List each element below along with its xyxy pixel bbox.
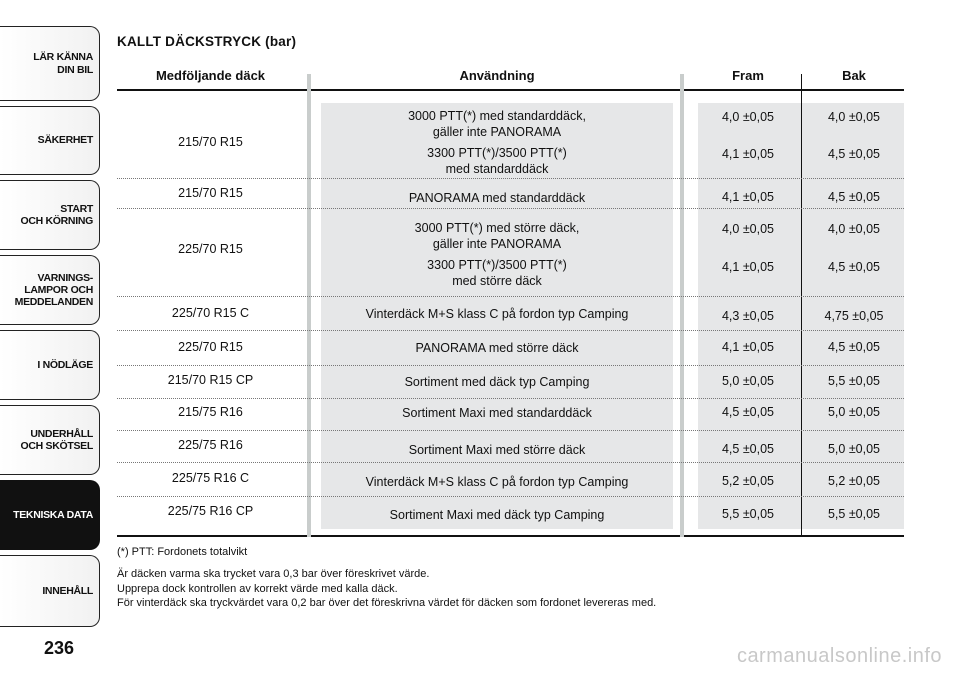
tab-label: TEKNISKA DATA xyxy=(13,508,93,521)
tab-sakerhet[interactable] xyxy=(0,106,100,175)
rear-pressure: 4,0 ±0,05 xyxy=(827,222,881,236)
rear-pressure: 4,75 ±0,05 xyxy=(824,309,884,323)
front-rear-divider xyxy=(801,103,802,529)
rear-pressure: 4,5 ±0,05 xyxy=(827,260,881,274)
note-line: Upprepa dock kontrollen av korrekt värde med kalla däck. xyxy=(117,583,398,595)
tab-label: LAMPOR OCH xyxy=(24,283,93,296)
tab-varningslampor[interactable] xyxy=(0,255,100,325)
tyre-cell: 225/75 R16 C xyxy=(171,471,250,485)
tab-label: UNDERHÅLL xyxy=(30,427,93,440)
front-pressure: 4,1 ±0,05 xyxy=(721,147,775,161)
front-pressure: 5,0 ±0,05 xyxy=(721,374,775,388)
use-text: 3000 PTT(*) med större däck, gäller inte PANORAMA xyxy=(414,221,580,251)
row-divider xyxy=(117,330,904,331)
rear-pressure: 5,0 ±0,05 xyxy=(827,405,881,419)
row-divider xyxy=(117,208,904,209)
rear-pressure: 5,2 ±0,05 xyxy=(827,474,881,488)
tab-lar-kanna[interactable] xyxy=(0,26,100,101)
front-pressure: 5,2 ±0,05 xyxy=(721,474,775,488)
rear-pressure: 5,5 ±0,05 xyxy=(827,374,881,388)
tyre-cell: 215/70 R15 xyxy=(178,135,243,149)
tab-underhall[interactable] xyxy=(0,405,100,475)
front-pressure: 4,5 ±0,05 xyxy=(721,442,775,456)
header-front: Fram xyxy=(732,68,764,83)
tab-tekniska-data[interactable] xyxy=(0,480,100,550)
tyre-cell: 225/70 R15 xyxy=(178,340,243,354)
tab-i-nodlage[interactable] xyxy=(0,330,100,400)
use-cell xyxy=(321,109,673,140)
rear-pressure: 4,5 ±0,05 xyxy=(827,340,881,354)
use-cell: Vinterdäck M+S klass C på fordon typ Camping xyxy=(365,307,629,321)
note-line: Är däcken varma ska trycket vara 0,3 bar över föreskrivet värde. xyxy=(117,568,430,580)
use-cell: Sortiment Maxi med däck typ Camping xyxy=(389,508,605,522)
page-number: 236 xyxy=(44,638,75,658)
row-divider xyxy=(117,462,904,463)
use-cell: Vinterdäck M+S klass C på fordon typ Camping xyxy=(365,475,629,489)
front-pressure: 5,5 ±0,05 xyxy=(721,507,775,521)
note-line: För vinterdäck ska tryckvärdet vara 0,2 bar över det föreskrivna värdet för däcken som fordonet levereras med. xyxy=(117,597,657,609)
tab-label: DIN BIL xyxy=(57,63,93,76)
table-title: KALLT DÄCKSTRYCK (bar) xyxy=(117,34,297,49)
rear-pressure: 5,5 ±0,05 xyxy=(827,507,881,521)
use-cell: PANORAMA med större däck xyxy=(415,341,579,355)
tab-start[interactable] xyxy=(0,180,100,250)
use-cell: Sortiment Maxi med standarddäck xyxy=(402,406,592,420)
tab-label: VARNINGS- xyxy=(37,271,93,284)
tab-label: INNEHÅLL xyxy=(42,584,93,597)
row-divider xyxy=(117,296,904,297)
tab-label: START xyxy=(60,202,93,215)
header-tyre: Medföljande däck xyxy=(155,68,266,83)
tyre-cell: 215/70 R15 xyxy=(178,186,243,200)
front-pressure: 4,1 ±0,05 xyxy=(721,340,775,354)
footnote: (*) PTT: Fordonets totalvikt xyxy=(117,546,248,558)
row-divider xyxy=(117,496,904,497)
use-text: 3000 PTT(*) med standarddäck, gäller inte PANORAMA xyxy=(408,109,586,139)
tab-label: I NÖDLÄGE xyxy=(37,358,93,371)
bottom-rule xyxy=(117,535,904,537)
rear-pressure: 5,0 ±0,05 xyxy=(827,442,881,456)
tyre-cell: 225/75 R16 xyxy=(178,438,243,452)
column-separator xyxy=(307,74,311,537)
use-cell: Sortiment med däck typ Camping xyxy=(404,375,590,389)
tab-label: OCH KÖRNING xyxy=(20,215,93,227)
front-pressure: 4,0 ±0,05 xyxy=(721,110,775,124)
tab-innehall[interactable] xyxy=(0,555,100,627)
front-pressure: 4,1 ±0,05 xyxy=(721,190,775,204)
row-divider xyxy=(117,365,904,366)
header-rule xyxy=(117,89,904,91)
front-pressure: 4,3 ±0,05 xyxy=(721,309,775,323)
use-text: 3300 PTT(*)/3500 PTT(*) med standarddäck xyxy=(427,146,567,176)
column-separator xyxy=(680,74,684,537)
front-pressure: 4,0 ±0,05 xyxy=(721,222,775,236)
tab-label: LÄR KÄNNA xyxy=(33,51,93,64)
tyre-cell: 215/70 R15 CP xyxy=(167,373,254,387)
rear-pressure: 4,0 ±0,05 xyxy=(827,110,881,124)
tyre-cell: 225/75 R16 CP xyxy=(167,504,254,518)
row-divider xyxy=(117,430,904,431)
use-text: 3300 PTT(*)/3500 PTT(*) med större däck xyxy=(427,258,567,288)
header-use: Användning xyxy=(459,68,535,83)
tab-label: MEDDELANDEN xyxy=(14,296,93,309)
watermark: carmanualsonline.info xyxy=(736,645,942,667)
use-cell xyxy=(321,146,673,177)
use-cell: Sortiment Maxi med större däck xyxy=(408,443,586,457)
tab-label: OCH SKÖTSEL xyxy=(20,440,93,452)
header-rear: Bak xyxy=(842,68,866,83)
tab-label: SÄKERHET xyxy=(37,134,93,147)
use-cell xyxy=(321,221,673,252)
tyre-cell: 225/70 R15 C xyxy=(171,306,250,320)
front-pressure: 4,1 ±0,05 xyxy=(721,260,775,274)
row-divider xyxy=(117,398,904,399)
front-pressure: 4,5 ±0,05 xyxy=(721,405,775,419)
row-divider xyxy=(117,178,904,179)
rear-pressure: 4,5 ±0,05 xyxy=(827,190,881,204)
use-cell xyxy=(321,258,673,289)
tyre-cell: 215/75 R16 xyxy=(178,405,243,419)
rear-pressure: 4,5 ±0,05 xyxy=(827,147,881,161)
tyre-cell: 225/70 R15 xyxy=(178,242,243,256)
use-cell: PANORAMA med standarddäck xyxy=(408,191,586,205)
